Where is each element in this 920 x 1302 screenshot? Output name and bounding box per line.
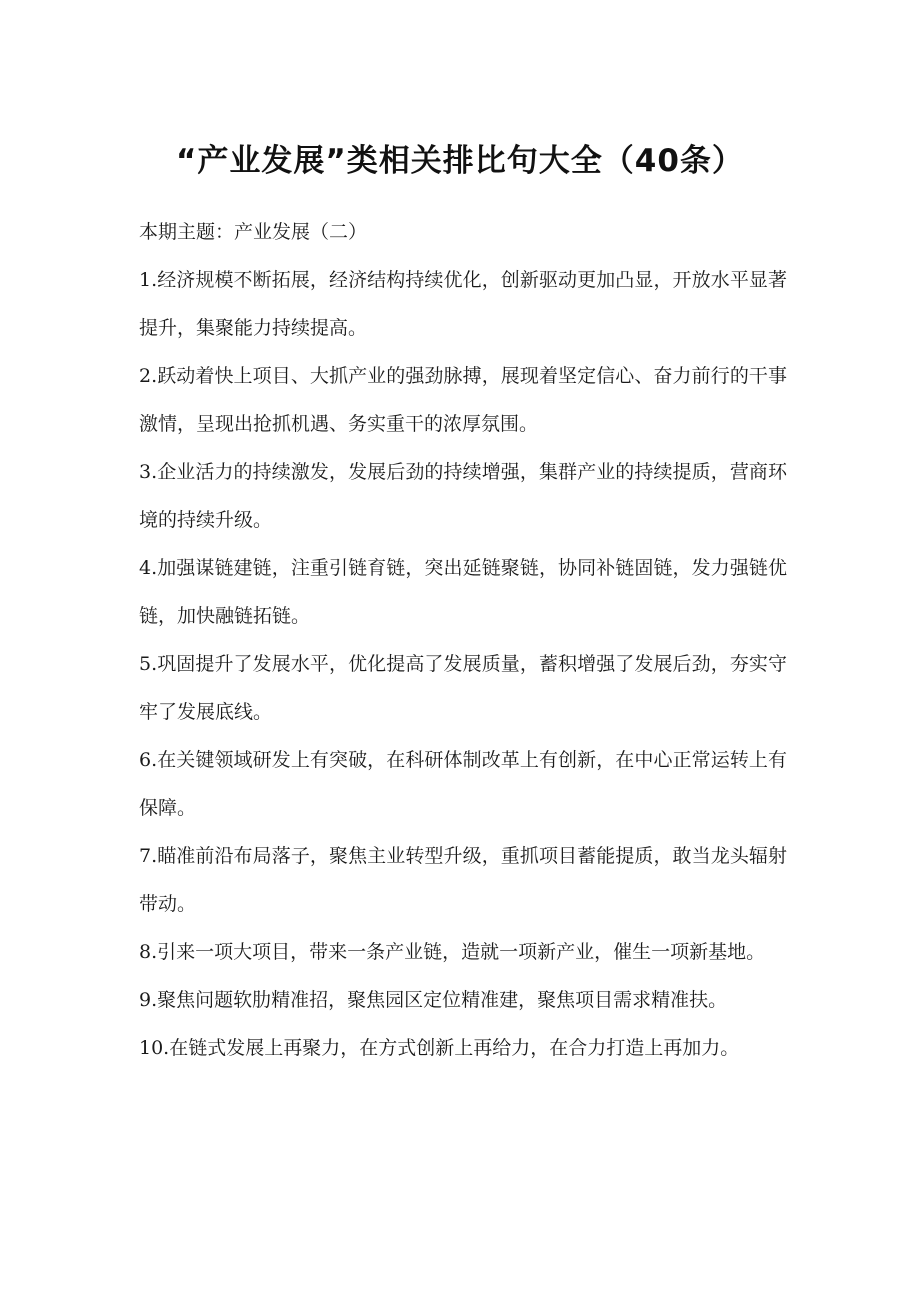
list-item: 8.引来一项大项目，带来一条产业链，造就一项新产业，催生一项新基地。: [139, 941, 766, 963]
document-title: “产业发展”类相关排比句大全（40条）: [176, 142, 744, 179]
list-item: 9.聚焦问题软肋精准招，聚焦园区定位精准建，聚焦项目需求精准扶。: [139, 989, 728, 1011]
list-item: 4.加强谋链建链，注重引链育链，突出延链聚链，协同补链固链，发力强链优链，加快融链拓链。: [139, 557, 787, 627]
list-item: 3.企业活力的持续激发，发展后劲的持续增强，集群产业的持续提质，营商环境的持续升级。: [139, 461, 787, 531]
list-item: 10.在链式发展上再聚力，在方式创新上再给力，在合力打造上再加力。: [139, 1037, 740, 1059]
list-item: 6.在关键领域研发上有突破，在科研体制改革上有创新，在中心正常运转上有保障。: [139, 749, 787, 819]
list-item: 7.瞄准前沿布局落子，聚焦主业转型升级，重抓项目蓄能提质，敢当龙头辐射带动。: [139, 845, 787, 915]
list-item: 5.巩固提升了发展水平，优化提高了发展质量，蓄积增强了发展后劲，夯实守牢了发展底线。: [139, 653, 787, 723]
list-item: 1.经济规模不断拓展，经济结构持续优化，创新驱动更加凸显，开放水平显著提升，集聚能力持续提高。: [139, 269, 787, 339]
document-body: [139, 208, 787, 1072]
list-item: 2.跃动着快上项目、大抓产业的强劲脉搏，展现着坚定信心、奋力前行的干事激情，呈现出抢抓机遇、务实重干的浓厚氛围。: [139, 365, 787, 435]
document-subtitle: 本期主题：产业发展（二）: [139, 221, 368, 243]
